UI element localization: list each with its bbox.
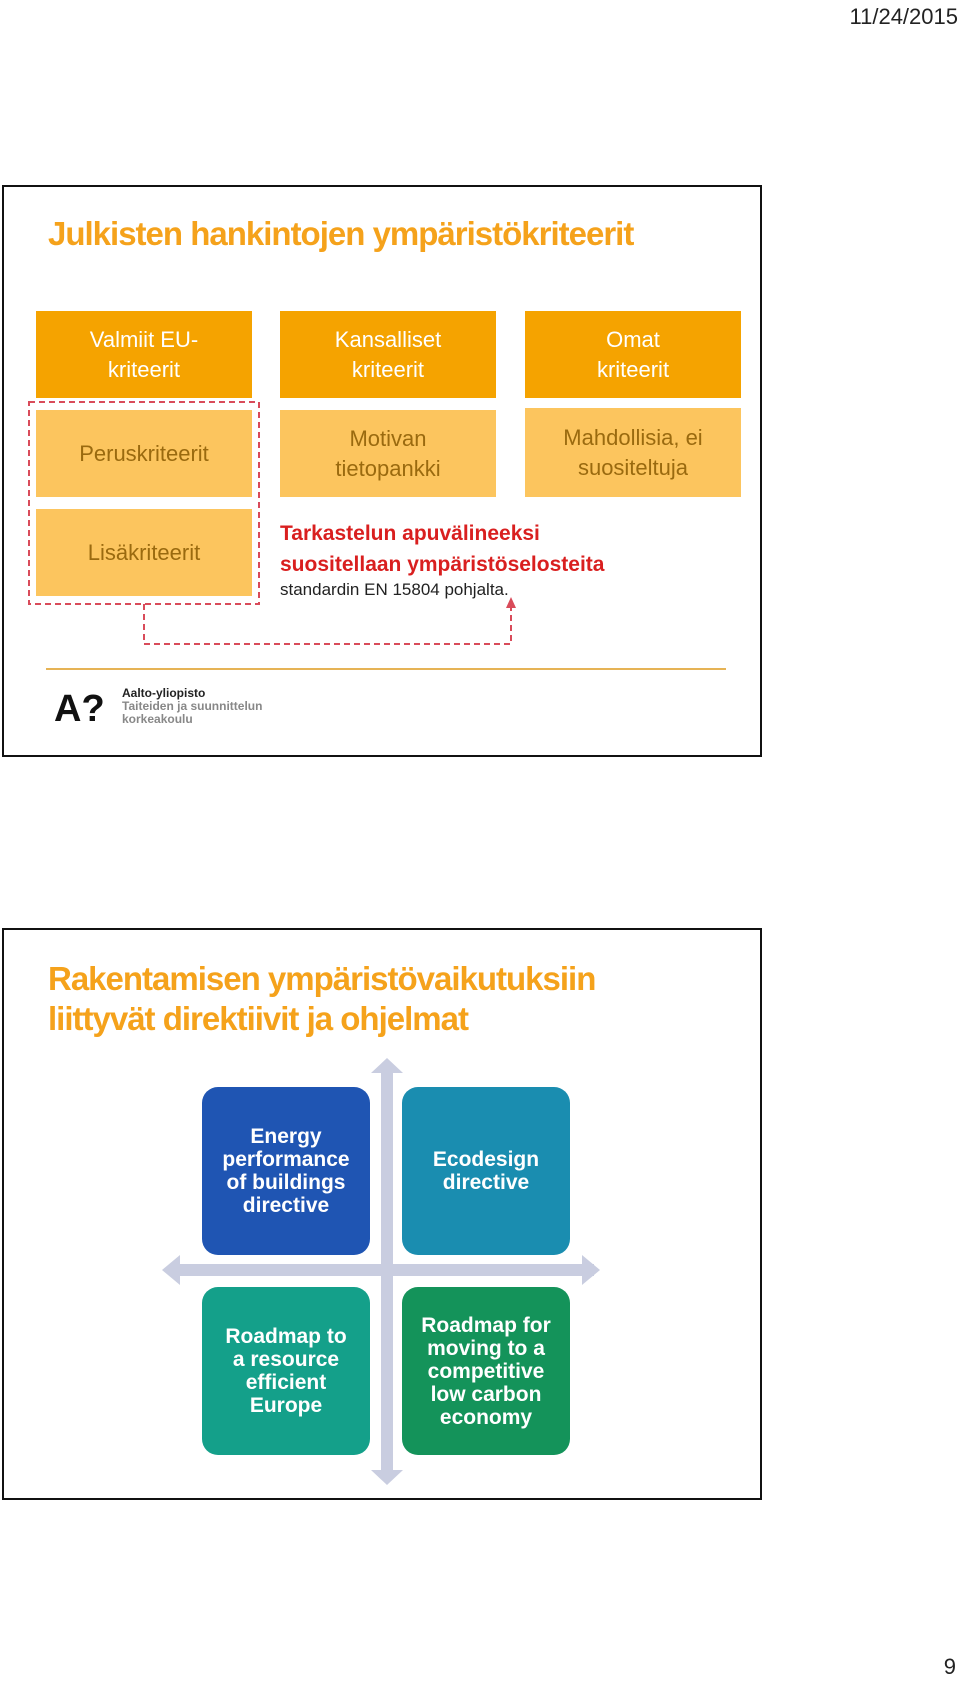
box-motiva: Motivan tietopankki [280, 410, 496, 497]
note-normal: standardin EN 15804 pohjalta. [280, 580, 509, 599]
dashed-arrow-line [144, 604, 511, 644]
logo-line3: korkeakoulu [122, 712, 193, 726]
slide1-title: Julkisten hankintojen ympäristökriteerit [48, 215, 634, 252]
svg-text:A?: A? [54, 688, 105, 727]
arrow-right-head [582, 1255, 600, 1285]
quadrant-ecodesign: Ecodesign directive [402, 1087, 570, 1255]
box-mahdollisia: Mahdollisia, ei suositeltuja [525, 408, 741, 497]
vertical-arrow-shaft [381, 1068, 393, 1400]
cross-arrows [4, 930, 760, 1498]
header-box-eu: Valmiit EU- kriteerit [36, 311, 252, 398]
note-bold: Tarkastelun apuvälineeksi suositellaan ympäristöselosteita [280, 522, 605, 576]
logo-line1: Aalto-yliopisto [122, 686, 206, 700]
aalto-logo-text [122, 687, 262, 726]
arrow-left-head [162, 1255, 180, 1285]
slide-procurement-criteria [2, 185, 762, 757]
dashed-highlight-box [29, 402, 259, 604]
logo-line2: Taiteiden ja suunnittelun [122, 699, 263, 713]
quadrant-energy-performance: Energy performance of buildings directive [202, 1087, 370, 1255]
header-box-own: Omat kriteerit [525, 311, 741, 398]
quadrant-resource-efficient: Roadmap to a resource efficient Europe [202, 1287, 370, 1455]
footer-rule [46, 668, 726, 670]
header-box-national: Kansalliset kriteerit [280, 311, 496, 398]
header-date: 11/24/2015 [849, 4, 958, 29]
page-number: 9 [943, 1654, 956, 1679]
slide2-title: Rakentamisen ympäristövaikutuksiin liittyvät direktiivit ja ohjelmat [48, 960, 596, 1037]
box-lisakriteerit: Lisäkriteerit [36, 509, 252, 596]
horizontal-arrow-shaft [176, 1264, 594, 1276]
aalto-logo-icon [54, 687, 112, 727]
arrow-up-head [371, 1058, 403, 1073]
quadrant-low-carbon: Roadmap for moving to a competitive low carbon economy [402, 1287, 570, 1455]
arrow-down-head [371, 1470, 403, 1485]
box-peruskriteerit: Peruskriteerit [36, 410, 252, 497]
slide-directives [2, 928, 762, 1500]
